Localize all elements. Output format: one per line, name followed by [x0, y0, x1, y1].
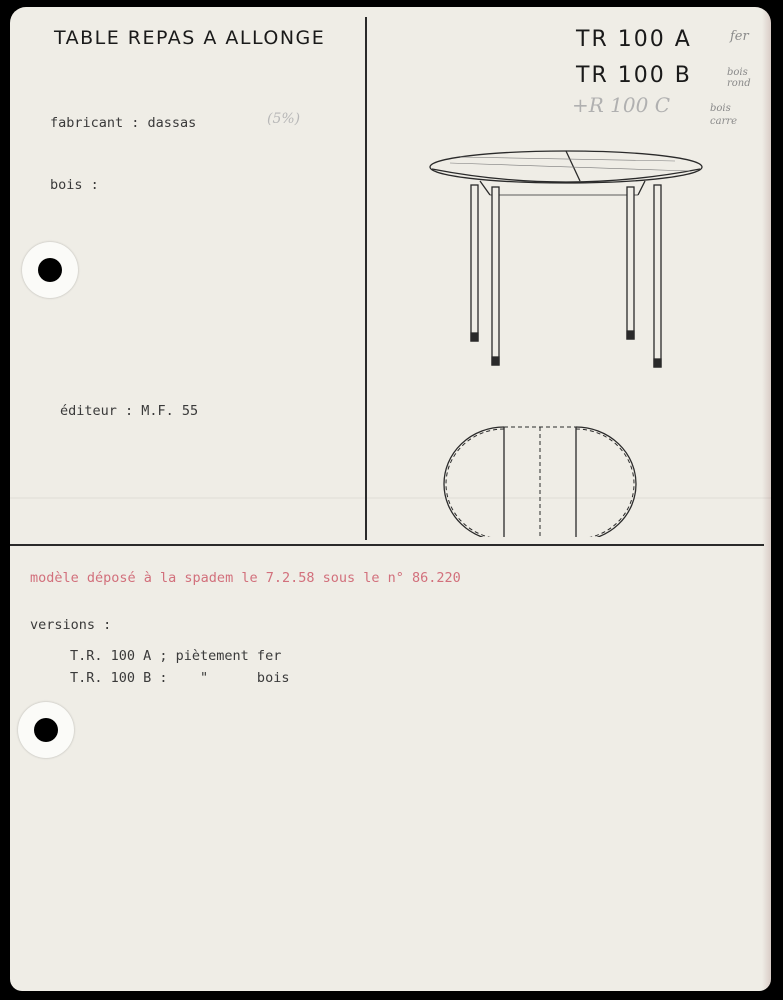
plan-closed-circle-left [446, 429, 504, 537]
model-code-b: TR 100 B [576, 63, 692, 88]
foot-back-left [471, 333, 478, 341]
table-plan-sketch [444, 427, 636, 537]
leg-back-left [471, 185, 478, 341]
table-top-edge [432, 169, 700, 182]
apron-left [480, 181, 490, 195]
bois-line: bois : [50, 177, 99, 193]
card-title: TABLE REPAS A ALLONGE [54, 27, 326, 49]
version-line-b: T.R. 100 B : " bois [70, 670, 290, 686]
vertical-divider [365, 17, 367, 540]
punch-hole-bottom [18, 702, 74, 758]
binding-edge [762, 7, 771, 991]
registration-line: modèle déposé à la spadem le 7.2.58 sous le n° 86.220 [30, 570, 461, 586]
fabricant-line: fabricant : dassas [50, 115, 197, 131]
apron-right [638, 181, 645, 195]
foot-front-left [492, 357, 499, 365]
punch-hole-top [22, 242, 78, 298]
model-code-a: TR 100 A [576, 27, 692, 52]
plan-right-half [576, 427, 636, 537]
handwritten-note-tr100c: +R 100 C [572, 93, 671, 117]
table-sketch [420, 137, 720, 537]
versions-heading: versions : [30, 617, 112, 633]
handwritten-note-bois-carre: bois carre [710, 103, 738, 127]
leg-back-right [627, 187, 634, 339]
table-leaf-joint [566, 151, 580, 181]
handwritten-note-bois-rond: bois rond [727, 67, 751, 89]
leg-front-right [654, 185, 661, 367]
plan-left-half [444, 427, 504, 537]
table-elevation-sketch [430, 151, 702, 367]
foot-front-right [654, 359, 661, 367]
plan-closed-circle-right [576, 429, 634, 537]
table-grain-line-2 [460, 157, 675, 161]
editeur-line: éditeur : M.F. 55 [60, 403, 199, 419]
handwritten-note-percent: (5%) [267, 111, 301, 127]
handwritten-note-fer: fer [730, 29, 749, 44]
foot-back-right [627, 331, 634, 339]
catalog-card [10, 7, 771, 991]
leg-front-left [492, 187, 499, 365]
version-line-a: T.R. 100 A ; piètement fer [70, 648, 282, 664]
table-grain-line [450, 163, 690, 171]
horizontal-divider [10, 544, 764, 546]
